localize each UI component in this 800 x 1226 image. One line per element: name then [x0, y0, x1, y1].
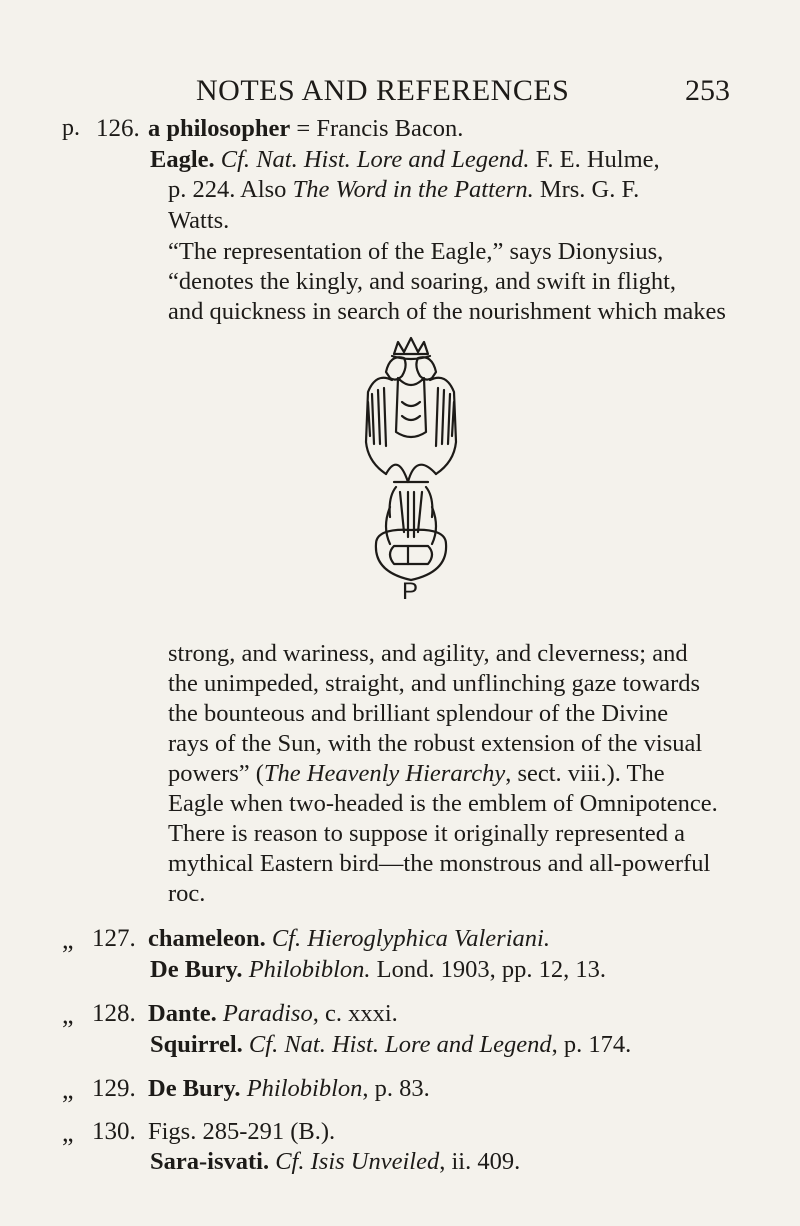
note-line: [150, 1031, 631, 1059]
note-text: = Francis Bacon.: [290, 115, 464, 142]
note-text: powers” (: [168, 760, 264, 787]
work-title: Nat. Hist. Lore and Legend: [284, 1031, 552, 1058]
quote-line: There is reason to suppose it originally represented a: [168, 820, 686, 847]
note-number: 126.: [96, 115, 140, 142]
note-line: [148, 1075, 430, 1103]
cf-abbrev: Cf.: [275, 1148, 305, 1175]
quote-line: and quickness in search of the nourishment which makes: [168, 298, 726, 325]
work-title: Paradiso: [222, 1000, 313, 1027]
note-text: Mrs. G. F.: [533, 176, 640, 203]
ditto-mark: „: [62, 1118, 74, 1147]
ditto-mark: „: [62, 1075, 74, 1104]
running-head: NOTES AND REFERENCES: [196, 74, 570, 107]
note-term: De Bury.: [148, 1075, 241, 1102]
note-line: [148, 925, 550, 953]
figure-letter: P: [402, 578, 419, 605]
note-number: 130.: [92, 1118, 136, 1145]
quote-line: Eagle when two-headed is the emblem of Omnipotence.: [168, 790, 718, 817]
quote-line: the unimpeded, straight, and unflinching gaze towards: [168, 670, 701, 697]
eagle-watermark-icon: [346, 332, 476, 612]
note-text: p. 224. Also: [168, 176, 293, 203]
work-title: Philobiblon.: [248, 956, 371, 983]
note-line: [148, 1000, 398, 1028]
ditto-mark: „: [62, 925, 74, 954]
cf-abbrev: Cf.: [248, 1031, 279, 1058]
work-title: Hieroglyphica Valeriani.: [307, 925, 550, 952]
note-line: [168, 176, 639, 204]
cf-abbrev: Cf.: [271, 925, 302, 952]
ditto-mark: „: [62, 1000, 74, 1029]
note-line: [148, 115, 463, 143]
note-text: Lond. 1903, pp. 12, 13.: [370, 956, 606, 983]
quote-line: rays of the Sun, with the robust extension of the visual: [168, 730, 703, 757]
note-term: chameleon.: [148, 925, 266, 952]
note-number: 128.: [92, 1000, 136, 1027]
quote-line: “denotes the kingly, and soaring, and swift in flight,: [168, 268, 677, 295]
eagle-figure: [346, 332, 476, 612]
note-line: [150, 1148, 520, 1176]
quote-line: [168, 760, 665, 788]
note-number: 127.: [92, 925, 136, 952]
note-text: , sect. viii.). The: [505, 760, 665, 787]
quote-line: the bounteous and brilliant splendour of the Divine: [168, 700, 669, 727]
note-term: De Bury.: [150, 956, 243, 983]
note-text: F. E. Hulme,: [529, 146, 660, 173]
page-number: 253: [685, 74, 730, 107]
work-title: The Heavenly Hierarchy: [263, 760, 506, 787]
note-term: Eagle.: [150, 146, 215, 173]
work-title: Philobiblon: [246, 1075, 363, 1102]
note-text: , ii. 409.: [439, 1148, 521, 1175]
quote-line: “The representation of the Eagle,” says Dionysius,: [168, 238, 664, 265]
note-term: Sara-isvati.: [150, 1148, 270, 1175]
note-text: , c. xxxi.: [312, 1000, 398, 1027]
note-text: , p. 174.: [551, 1031, 632, 1058]
quote-line: strong, and wariness, and agility, and cleverness; and: [168, 640, 688, 667]
note-line: [150, 146, 660, 174]
note-term: Dante.: [148, 1000, 217, 1027]
quote-line: mythical Eastern bird—the monstrous and all-powerful: [168, 850, 711, 877]
page-header: [150, 74, 730, 114]
note-line: Watts.: [168, 207, 230, 234]
work-title: The Word in the Pattern.: [292, 176, 534, 203]
note-term: a philosopher: [148, 115, 291, 142]
cf-abbrev: Cf.: [220, 146, 251, 173]
note-term: Squirrel.: [150, 1031, 243, 1058]
note-line: [150, 956, 606, 984]
work-title: Nat. Hist. Lore and Legend.: [256, 146, 530, 173]
note-text: , p. 83.: [362, 1075, 430, 1102]
page-prefix: p.: [62, 115, 80, 141]
quote-line: roc.: [168, 880, 206, 907]
work-title: Isis Unveiled: [310, 1148, 440, 1175]
note-number: 129.: [92, 1075, 136, 1102]
note-line: Figs. 285-291 (B.).: [148, 1118, 336, 1145]
